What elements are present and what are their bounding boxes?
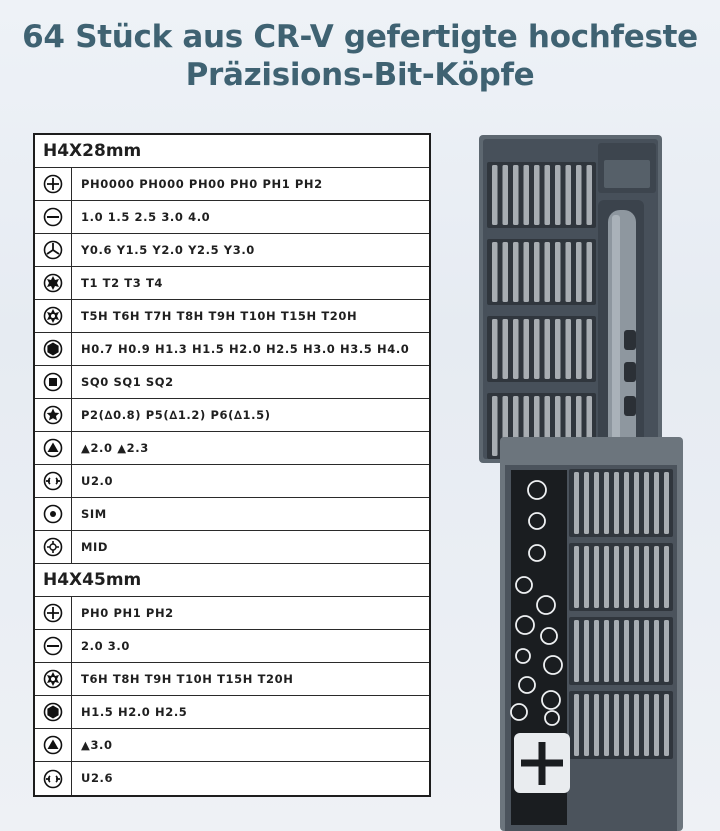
bit-piece (594, 694, 599, 756)
bit-piece (614, 694, 619, 756)
bit-piece (503, 165, 509, 225)
bit-sizes: ▲2.0 ▲2.3 (81, 441, 149, 455)
bit-piece (545, 165, 551, 225)
bit-piece (524, 319, 530, 379)
bit-piece (555, 242, 561, 302)
bit-piece (534, 165, 540, 225)
bit-piece (545, 242, 551, 302)
bit-piece (584, 546, 589, 608)
bit-piece (614, 472, 619, 534)
bit-piece (584, 620, 589, 682)
bit-piece (654, 694, 659, 756)
bit-piece (654, 472, 659, 534)
bit-piece (534, 319, 540, 379)
bit-piece (555, 319, 561, 379)
bit-piece (587, 165, 593, 225)
bit-piece (624, 472, 629, 534)
bit-piece (604, 472, 609, 534)
bit-piece (492, 165, 498, 225)
bit-piece (574, 694, 579, 756)
bit-piece (587, 319, 593, 379)
bit-piece (644, 694, 649, 756)
bit-sizes: SQ0 SQ1 SQ2 (81, 375, 174, 389)
bit-piece (513, 165, 519, 225)
section-heading: H4X45mm (35, 564, 429, 597)
bit-piece (566, 242, 572, 302)
bit-piece (513, 242, 519, 302)
bit-piece (594, 546, 599, 608)
bit-piece (644, 546, 649, 608)
section-heading: H4X28mm (35, 135, 429, 168)
bit-piece (624, 694, 629, 756)
bit-piece (604, 620, 609, 682)
bit-piece (492, 242, 498, 302)
bit-piece (584, 472, 589, 534)
bit-piece (624, 620, 629, 682)
bit-piece (524, 242, 530, 302)
bit-piece (654, 620, 659, 682)
bit-piece (604, 694, 609, 756)
bit-piece (644, 472, 649, 534)
bit-piece (584, 694, 589, 756)
bit-piece (664, 620, 669, 682)
bit-piece (624, 546, 629, 608)
bit-piece (634, 546, 639, 608)
bit-sizes: H1.5 H2.0 H2.5 (81, 705, 188, 719)
bit-piece (594, 620, 599, 682)
title-line-2: Präzisions-Bit-Köpfe (185, 57, 535, 93)
bit-piece (644, 620, 649, 682)
bit-sizes: U2.0 (81, 474, 114, 488)
bit-piece (594, 472, 599, 534)
bit-piece (574, 620, 579, 682)
bit-piece (574, 546, 579, 608)
bit-piece (576, 319, 582, 379)
bit-sizes: SIM (81, 507, 107, 521)
bit-piece (555, 165, 561, 225)
bit-piece (614, 620, 619, 682)
bit-sizes: 2.0 3.0 (81, 639, 130, 653)
bit-sizes: PH0000 PH000 PH00 PH0 PH1 PH2 (81, 177, 323, 191)
bit-piece (503, 319, 509, 379)
bit-piece (664, 546, 669, 608)
bit-sizes: P2(∆0.8) P5(∆1.2) P6(∆1.5) (81, 408, 271, 422)
bit-sizes: T5H T6H T7H T8H T9H T10H T15H T20H (81, 309, 358, 323)
bit-sizes: U2.6 (81, 771, 114, 785)
bit-piece (587, 242, 593, 302)
bit-piece (524, 165, 530, 225)
bit-sizes: 1.0 1.5 2.5 3.0 4.0 (81, 210, 211, 224)
bit-piece (576, 165, 582, 225)
bit-piece (545, 319, 551, 379)
bit-piece (634, 620, 639, 682)
bit-piece (664, 694, 669, 756)
bit-piece (503, 242, 509, 302)
bit-sizes: T6H T8H T9H T10H T15H T20H (81, 672, 294, 686)
bit-sizes: Y0.6 Y1.5 Y2.0 Y2.5 Y3.0 (81, 243, 255, 257)
title-line-1: 64 Stück aus CR-V gefertigte hochfeste (22, 19, 698, 55)
bit-piece (576, 242, 582, 302)
bit-piece (492, 319, 498, 379)
bit-sizes: ▲3.0 (81, 738, 113, 752)
bit-piece (604, 546, 609, 608)
bit-piece (664, 472, 669, 534)
bit-piece (634, 472, 639, 534)
bit-piece (566, 165, 572, 225)
bit-sizes: MID (81, 540, 109, 554)
bit-piece (574, 472, 579, 534)
bit-piece (654, 546, 659, 608)
bit-piece (492, 396, 498, 456)
bit-sizes: T1 T2 T3 T4 (81, 276, 163, 290)
bit-piece (513, 319, 519, 379)
bit-sizes: PH0 PH1 PH2 (81, 606, 174, 620)
bit-piece (534, 242, 540, 302)
bit-piece (634, 694, 639, 756)
bit-piece (614, 546, 619, 608)
bit-sizes: H0.7 H0.9 H1.3 H1.5 H2.0 H2.5 H3.0 H3.5 H4.0 (81, 342, 410, 356)
bit-piece (566, 319, 572, 379)
